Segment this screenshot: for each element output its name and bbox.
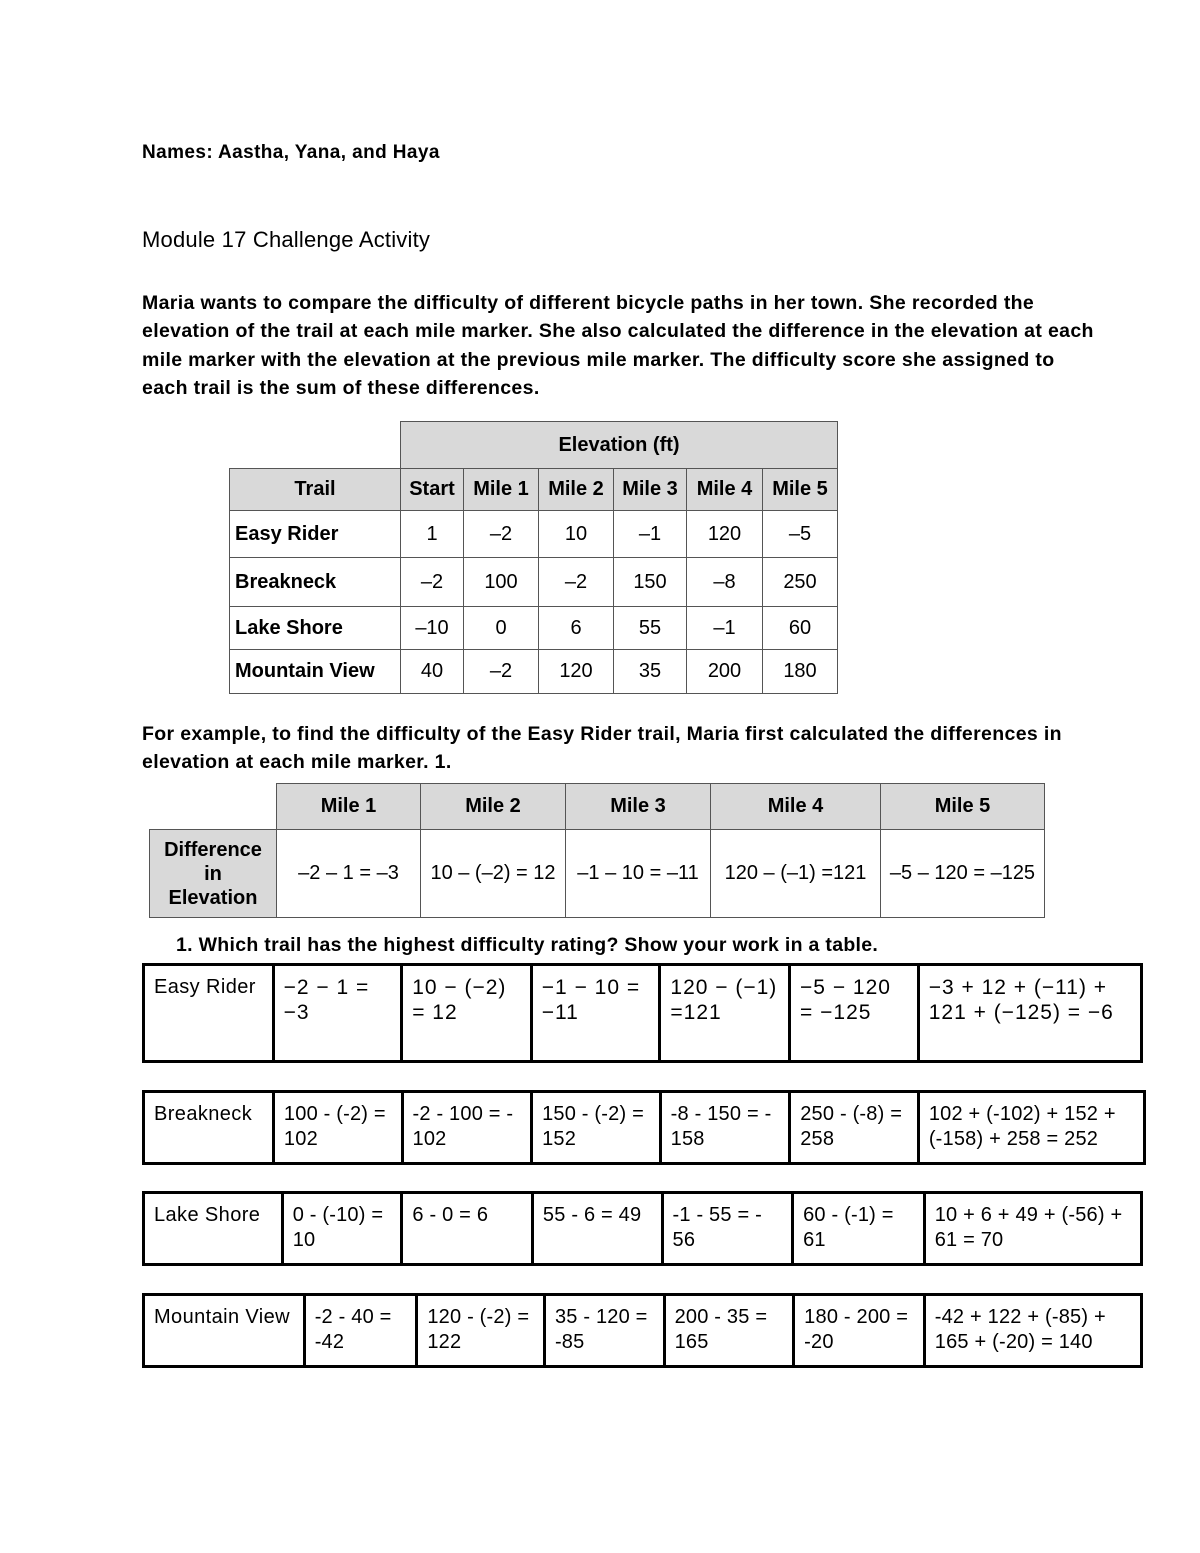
question-1: 1. Which trail has the highest difficulty rating? Show your work in a table. [176, 934, 879, 956]
table-cell: 0 [464, 607, 539, 650]
table-cell: 60 [763, 607, 838, 650]
trail-name: Lake Shore [230, 607, 401, 650]
table-cell: 10 [539, 511, 614, 558]
table-cell: 200 [687, 650, 763, 694]
table-cell: 100 [464, 558, 539, 607]
header-start: Start [401, 469, 464, 511]
table-cell: 180 [763, 650, 838, 694]
elevation-table [229, 421, 838, 694]
table-cell: 6 [539, 607, 614, 650]
table-cell: 10 + 6 + 49 + (-56) + 61 = 70 [924, 1193, 1141, 1265]
answer-table-lake-shore [142, 1191, 1143, 1266]
table-cell: 6 - 0 = 6 [402, 1193, 533, 1265]
table-cell: 120 [539, 650, 614, 694]
answer-table-mountain-view [142, 1293, 1143, 1368]
table-row [144, 1295, 1142, 1367]
table-cell: 35 - 120 = -85 [544, 1295, 664, 1367]
diff-header-mile-3: Mile 3 [566, 784, 711, 830]
table-cell: –2 [464, 511, 539, 558]
page-title: Module 17 Challenge Activity [142, 227, 431, 252]
table-cell: 55 [614, 607, 687, 650]
table-cell: -42 + 122 + (-85) + 165 + (-20) = 140 [924, 1295, 1141, 1367]
table-cell: 250 [763, 558, 838, 607]
header-mile-4: Mile 4 [687, 469, 763, 511]
header-mile-5: Mile 5 [763, 469, 838, 511]
table-row [144, 1092, 1145, 1164]
table-cell: 150 - (-2) = 152 [532, 1092, 661, 1164]
table-cell: -2 - 100 = - 102 [402, 1092, 532, 1164]
table-cell: −3 + 12 + (−11) + 121 + (−125) = −6 [918, 965, 1141, 1062]
table-cell: 200 - 35 = 165 [664, 1295, 794, 1367]
trail-name: Breakneck [230, 558, 401, 607]
example-paragraph: For example, to find the difficulty of the Easy Rider trail, Maria first calculated the differences in elevation at each mile marker. 1. [142, 723, 1062, 774]
intro-paragraph: Maria wants to compare the difficulty of different bicycle paths in her town. She recorded the elevation of the trail at each mile marker. She also calculated the difference in the elevation at each mile marker with the elevation at the previous mile marker. The difficulty score she assigned to each trail is the sum of these differences. [142, 292, 1094, 399]
table-cell: −1 − 10 = −11 [531, 965, 660, 1062]
table-cell: 120 − (−1) =121 [660, 965, 790, 1062]
table-cell: 120 – (–1) =121 [711, 830, 881, 918]
table-row [230, 607, 838, 650]
table-cell: -8 - 150 = - 158 [660, 1092, 790, 1164]
header-mile-1: Mile 1 [464, 469, 539, 511]
header-mile-3: Mile 3 [614, 469, 687, 511]
table-cell: 40 [401, 650, 464, 694]
table-cell: 0 - (-10) = 10 [282, 1193, 402, 1265]
table-cell: −2 − 1 = −3 [273, 965, 402, 1062]
table-row [230, 511, 838, 558]
trail-name: Mountain View [230, 650, 401, 694]
table-row [230, 650, 838, 694]
diff-row-label-line: Elevation [168, 886, 258, 909]
answer-table-breakneck [142, 1090, 1146, 1165]
diff-header-mile-1: Mile 1 [277, 784, 421, 830]
table-cell: -1 - 55 = - 56 [662, 1193, 793, 1265]
trail-name: Mountain View [144, 1295, 305, 1367]
trail-name: Breakneck [144, 1092, 274, 1164]
table-cell: –2 – 1 = –3 [277, 830, 421, 918]
diff-row-label-line: in [204, 862, 222, 885]
header-trail: Trail [230, 469, 401, 511]
table-cell: 120 [687, 511, 763, 558]
table-cell: –5 [763, 511, 838, 558]
table-cell: 10 – (–2) = 12 [421, 830, 566, 918]
diff-row-label-line: Difference [164, 838, 262, 861]
names-line: Names: Aastha, Yana, and Haya [142, 142, 440, 163]
trail-name: Easy Rider [144, 965, 274, 1062]
table-cell: –8 [687, 558, 763, 607]
table-row [144, 965, 1142, 1062]
elevation-group-header: Elevation (ft) [401, 422, 838, 469]
table-row [144, 1193, 1142, 1265]
table-cell: 10 − (−2) = 12 [402, 965, 532, 1062]
table-cell: 180 - 200 = -20 [794, 1295, 925, 1367]
table-row [150, 830, 1045, 918]
table-row [230, 558, 838, 607]
diff-row-label [150, 830, 277, 918]
answer-table-easy-rider [142, 963, 1143, 1063]
diff-header-mile-5: Mile 5 [881, 784, 1045, 830]
trail-name: Easy Rider [230, 511, 401, 558]
trail-name: Lake Shore [144, 1193, 283, 1265]
table-cell: 102 + (-102) + 152 + (-158) + 258 = 252 [918, 1092, 1144, 1164]
diff-header-mile-2: Mile 2 [421, 784, 566, 830]
header-mile-2: Mile 2 [539, 469, 614, 511]
table-cell: –10 [401, 607, 464, 650]
table-cell: –2 [464, 650, 539, 694]
table-cell: –2 [401, 558, 464, 607]
table-cell: 250 - (-8) = 258 [790, 1092, 919, 1164]
table-cell: 1 [401, 511, 464, 558]
table-cell: 55 - 6 = 49 [532, 1193, 662, 1265]
table-cell: −5 − 120 = −125 [790, 965, 919, 1062]
table-cell: –1 [614, 511, 687, 558]
table-cell: –5 – 120 = –125 [881, 830, 1045, 918]
table-cell: –1 [687, 607, 763, 650]
table-cell: 60 - (-1) = 61 [793, 1193, 925, 1265]
table-cell: 100 - (-2) = 102 [273, 1092, 402, 1164]
table-cell: 150 [614, 558, 687, 607]
table-cell: 120 - (-2) = 122 [417, 1295, 545, 1367]
difference-table [149, 783, 1045, 918]
diff-header-mile-4: Mile 4 [711, 784, 881, 830]
table-cell: –2 [539, 558, 614, 607]
table-cell: –1 – 10 = –11 [566, 830, 711, 918]
table-cell: 35 [614, 650, 687, 694]
table-cell: -2 - 40 = -42 [304, 1295, 417, 1367]
